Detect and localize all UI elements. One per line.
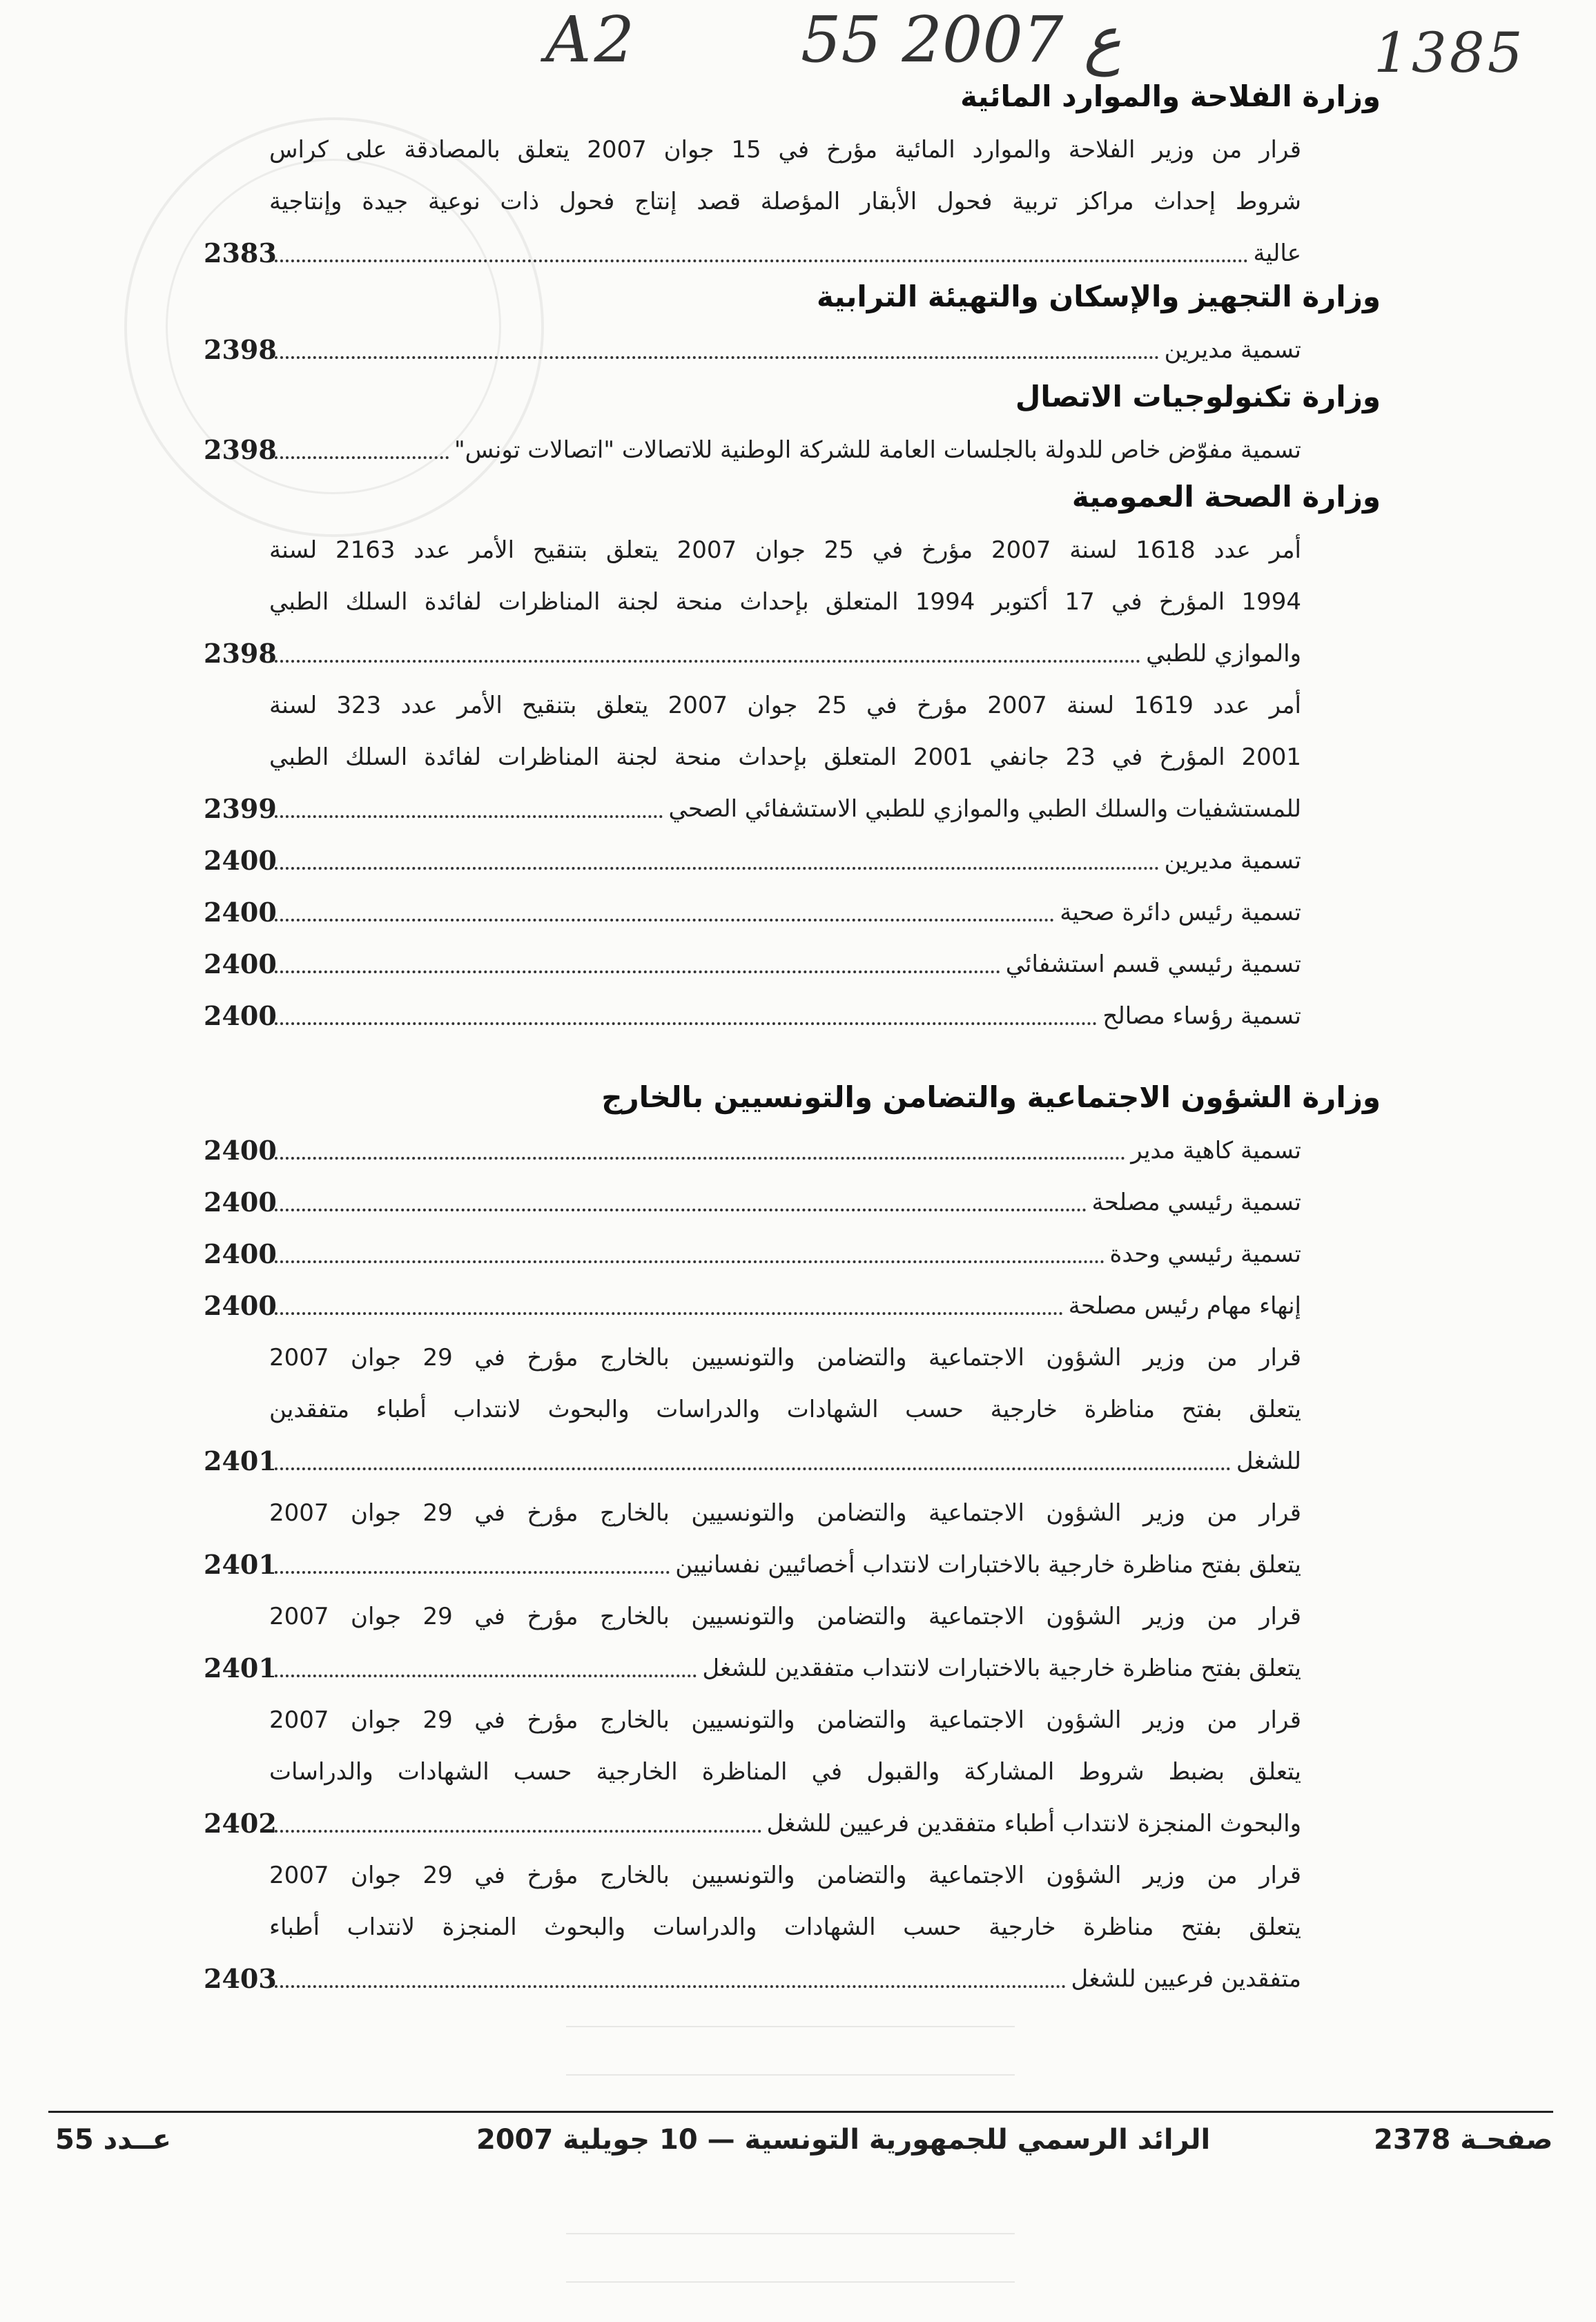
toc-entry <box>269 1546 1301 1583</box>
dot-leader <box>275 1311 1063 1315</box>
entry-title: عالية <box>1253 240 1301 267</box>
entry-page-number: 2401 <box>204 1652 277 1684</box>
entry-title: تسمية رئيسي وحدة <box>1109 1240 1301 1268</box>
dot-leader <box>275 1984 1066 1988</box>
dot-leader <box>275 1674 697 1677</box>
entry-page-number: 2383 <box>204 237 277 269</box>
entry-title: للمستشفيات والسلك الطبي والموازي للطبي الاستشفائي الصحي <box>668 795 1301 823</box>
entry-text-line: يتعلق بفتح مناظرة خارجية حسب الشهادات والدراسات والبحوث المنجزة لانتداب أطباء <box>269 1913 1301 1941</box>
entry-page-number: 2400 <box>204 1238 277 1269</box>
entry-page-number: 2401 <box>204 1445 277 1476</box>
entry-page-number: 2400 <box>204 1000 277 1031</box>
dot-leader <box>275 659 1140 663</box>
entry-text-line: قرار من وزير الشؤون الاجتماعية والتضامن والتونسيين بالخارج مؤرخ في 29 جوان 2007 <box>269 1862 1301 1889</box>
toc-entry <box>269 1287 1301 1325</box>
entry-title: والموازي للطبي <box>1146 640 1301 667</box>
entry-text-line: 2001 المؤرخ في 23 جانفي 2001 المتعلق بإحداث منحة لجنة المناظرات لفائدة السلك الطبي <box>269 743 1301 771</box>
toc-entry <box>269 1650 1301 1687</box>
dot-leader <box>275 355 1159 359</box>
entry-text-line: قرار من وزير الشؤون الاجتماعية والتضامن والتونسيين بالخارج مؤرخ في 29 جوان 2007 <box>269 1603 1301 1630</box>
entry-page-number: 2400 <box>204 897 277 928</box>
toc-entry <box>269 431 1301 469</box>
toc-entry <box>269 1132 1301 1169</box>
entry-title: تسمية رئيسي قسم استشفائي <box>1005 950 1301 978</box>
table-of-contents <box>41 0 1381 2071</box>
ministry-heading: وزارة الشؤون الاجتماعية والتضامن والتونسيين بالخارج <box>601 1080 1381 1114</box>
faint-bleed-through <box>566 2281 1015 2283</box>
entry-title: والبحوث المنجزة لانتداب أطباء متفقدين فرعيين للشغل <box>766 1810 1301 1837</box>
dot-leader <box>275 970 1000 973</box>
dot-leader <box>275 1260 1104 1263</box>
entry-text-line: شروط إحداث مراكز تربية فحول الأبقار المؤصلة قصد إنتاج فحول ذات نوعية جيدة وإنتاجية <box>269 188 1301 215</box>
entry-text-line: قرار من وزير الشؤون الاجتماعية والتضامن والتونسيين بالخارج مؤرخ في 29 جوان 2007 <box>269 1344 1301 1372</box>
dot-leader <box>275 1022 1097 1025</box>
entry-title: تسمية كاهية مدير <box>1131 1137 1301 1164</box>
entry-title: للشغل <box>1236 1447 1301 1475</box>
entry-page-number: 2402 <box>204 1808 277 1839</box>
entry-page-number: 2398 <box>204 334 277 365</box>
entry-text-line: 1994 المؤرخ في 17 أكتوبر 1994 المتعلق بإحداث منحة لجنة المناظرات لفائدة السلك الطبي <box>269 588 1301 616</box>
entry-text-line: يتعلق بضبط شروط المشاركة والقبول في المناظرة الخارجية حسب الشهادات والدراسات <box>269 1758 1301 1786</box>
entry-page-number: 2400 <box>204 1290 277 1321</box>
entry-text-line: قرار من وزير الشؤون الاجتماعية والتضامن والتونسيين بالخارج مؤرخ في 29 جوان 2007 <box>269 1706 1301 1734</box>
entry-title: تسمية رؤساء مصالح <box>1102 1002 1301 1030</box>
handwritten-note-issue: 55 ع 2007 <box>801 3 1122 77</box>
toc-entry <box>269 842 1301 879</box>
entry-text-line: يتعلق بفتح مناظرة خارجية حسب الشهادات والدراسات والبحوث لانتداب أطباء متفقدين <box>269 1396 1301 1423</box>
dot-leader <box>275 1829 761 1833</box>
toc-entry <box>269 894 1301 931</box>
dot-leader <box>275 814 663 818</box>
faint-bleed-through <box>566 2233 1015 2234</box>
entry-page-number: 2398 <box>204 638 277 669</box>
dot-leader <box>275 866 1159 870</box>
entry-title: تسمية رئيسي مصلحة <box>1091 1189 1301 1216</box>
toc-entry <box>269 1960 1301 1998</box>
entry-text-line: أمر عدد 1619 لسنة 2007 مؤرخ في 25 جوان 2007 يتعلق بتنقيح الأمر عدد 323 لسنة <box>269 692 1301 719</box>
faint-bleed-through <box>566 2074 1015 2076</box>
dot-leader <box>275 259 1248 262</box>
footer-gazette-title: الرائد الرسمي للجمهورية التونسية — 10 جويلية 2007 <box>476 2124 1211 2156</box>
entry-text-line: أمر عدد 1618 لسنة 2007 مؤرخ في 25 جوان 2007 يتعلق بتنقيح الأمر عدد 2163 لسنة <box>269 536 1301 564</box>
entry-page-number: 2400 <box>204 845 277 876</box>
entry-page-number: 2400 <box>204 948 277 979</box>
entry-title: متفقدين فرعيين للشغل <box>1071 1965 1301 1993</box>
entry-page-number: 2399 <box>204 793 277 824</box>
dot-leader <box>275 1208 1087 1211</box>
entry-page-number: 2403 <box>204 1963 277 1994</box>
entry-title: تسمية مفوّض خاص للدولة بالجلسات العامة للشركة الوطنية للاتصالات "اتصالات تونس" <box>454 436 1301 464</box>
entry-text-line: قرار من وزير الفلاحة والموارد المائية مؤرخ في 15 جوان 2007 يتعلق بالمصادقة على كراس <box>269 136 1301 164</box>
entry-title: تسمية مديرين <box>1164 336 1301 364</box>
toc-entry <box>269 1184 1301 1221</box>
entry-title: تسمية رئيس دائرة صحية <box>1060 899 1301 926</box>
entry-page-number: 2400 <box>204 1135 277 1166</box>
toc-entry <box>269 235 1301 272</box>
entry-text-line: قرار من وزير الشؤون الاجتماعية والتضامن والتونسيين بالخارج مؤرخ في 29 جوان 2007 <box>269 1499 1301 1527</box>
faint-bleed-through <box>566 2026 1015 2027</box>
ministry-heading: وزارة الصحة العمومية <box>1071 480 1381 514</box>
toc-entry <box>269 946 1301 983</box>
dot-leader <box>275 456 449 459</box>
entry-title: إنهاء مهام رئيس مصلحة <box>1068 1292 1301 1320</box>
toc-entry <box>269 1805 1301 1842</box>
entry-title: يتعلق بفتح مناظرة خارجية بالاختبارات لانتداب أخصائيين نفسانيين <box>675 1551 1301 1579</box>
toc-entry <box>269 790 1301 828</box>
ministry-heading: وزارة الفلاحة والموارد المائية <box>960 79 1381 113</box>
handwritten-note-number: 1385 <box>1374 21 1526 85</box>
handwritten-note-a2: A2 <box>545 3 637 77</box>
dot-leader <box>275 1570 670 1574</box>
dot-leader <box>275 1156 1125 1160</box>
dot-leader <box>275 1467 1231 1470</box>
ministry-heading: وزارة تكنولوجيات الاتصال <box>1015 380 1381 413</box>
dot-leader <box>275 918 1054 921</box>
entry-page-number: 2400 <box>204 1187 277 1218</box>
toc-entry <box>269 635 1301 672</box>
footer-page-number: صفحـة 2378 <box>1374 2124 1553 2156</box>
entry-page-number: 2401 <box>204 1549 277 1580</box>
entry-page-number: 2398 <box>204 434 277 465</box>
footer-divider <box>48 2111 1553 2113</box>
footer-issue-number: عــدد 55 <box>55 2124 171 2156</box>
toc-entry <box>269 1443 1301 1480</box>
ministry-heading: وزارة التجهيز والإسكان والتهيئة الترابية <box>817 280 1381 313</box>
entry-title: تسمية مديرين <box>1164 847 1301 875</box>
toc-entry <box>269 997 1301 1035</box>
toc-entry <box>269 1236 1301 1273</box>
entry-title: يتعلق بفتح مناظرة خارجية بالاختبارات لانتداب متفقدين للشغل <box>702 1655 1301 1682</box>
toc-entry <box>269 331 1301 369</box>
